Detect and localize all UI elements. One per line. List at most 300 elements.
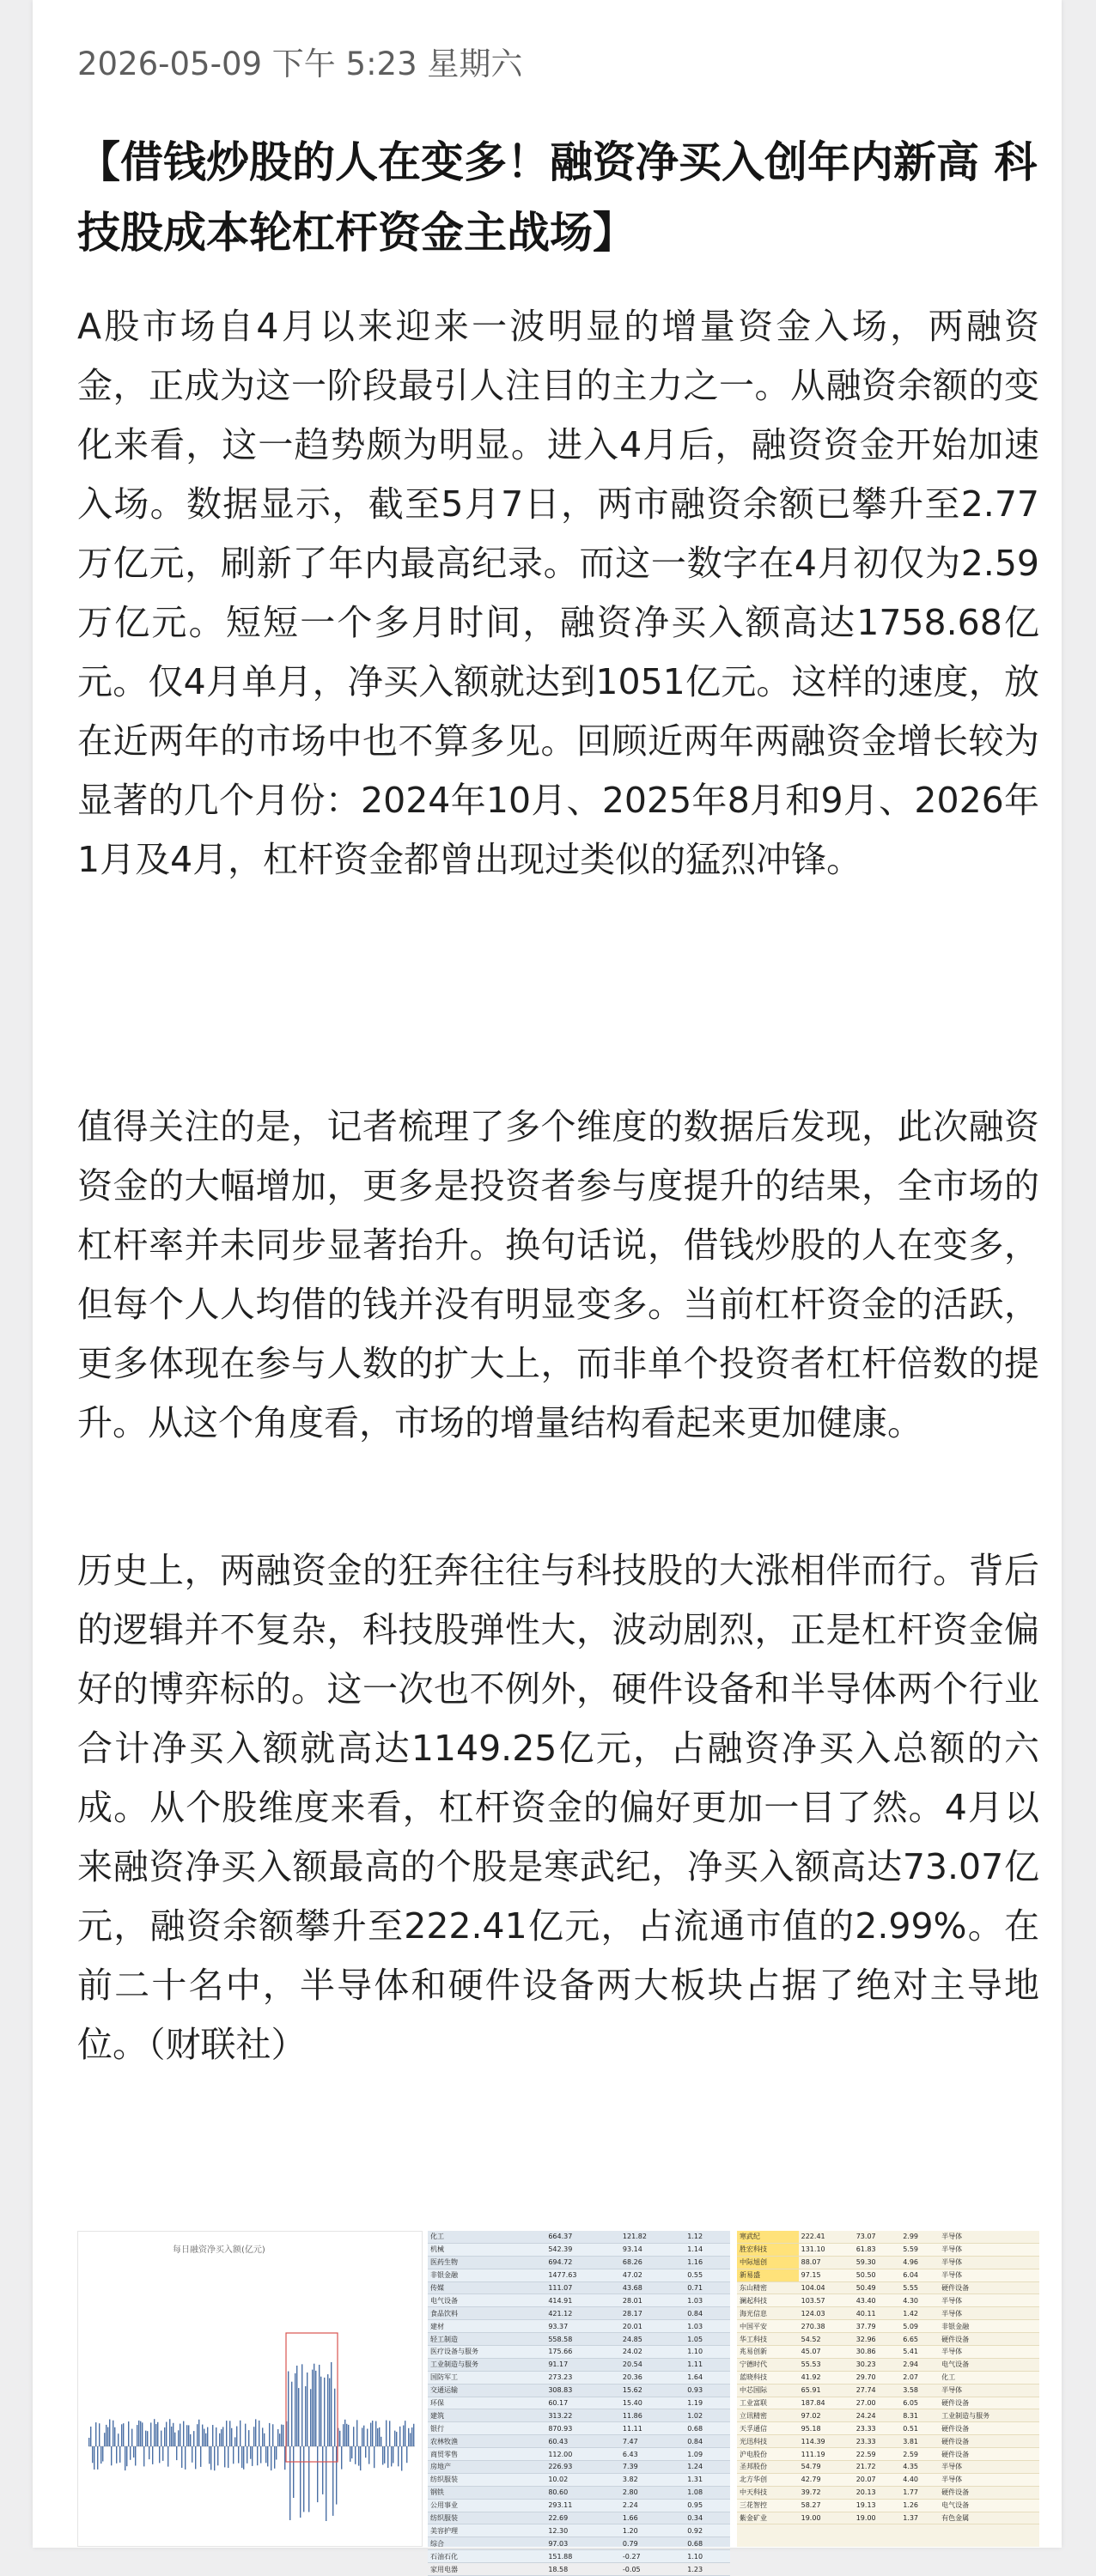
stock-table-cell: 27.00 <box>854 2397 900 2409</box>
industry-table-cell: 电气设备 <box>428 2294 545 2307</box>
industry-table-row <box>428 2397 730 2409</box>
industry-table-cell: 工业制造与服务 <box>428 2358 545 2371</box>
chart-bar <box>102 2446 103 2462</box>
stock-table-cell: 北方华创 <box>737 2473 799 2486</box>
stock-table-row <box>737 2281 1039 2294</box>
industry-table-row <box>428 2409 730 2422</box>
image-grid <box>77 2231 1039 2573</box>
stock-table-cell: 0.51 <box>900 2422 939 2435</box>
image-stock-table[interactable] <box>737 2231 1039 2547</box>
stock-table-cell: 半导体 <box>939 2461 1039 2474</box>
industry-table-cell: 121.82 <box>620 2231 685 2243</box>
industry-table-cell: 43.68 <box>620 2281 685 2294</box>
industry-table-cell: 建筑 <box>428 2409 545 2422</box>
chart-bar <box>291 2382 292 2446</box>
industry-table-cell: 美容护理 <box>428 2524 545 2537</box>
stock-table-cell: 58.27 <box>799 2499 854 2512</box>
industry-table-cell: 93.37 <box>545 2320 620 2333</box>
industry-table-cell: 111.07 <box>545 2281 620 2294</box>
chart-bar <box>284 2446 285 2470</box>
stock-table-cell: 6.05 <box>900 2397 939 2409</box>
chart-bar <box>370 2423 371 2447</box>
chart-bar <box>142 2422 143 2446</box>
stock-table-cell: 20.07 <box>854 2473 900 2486</box>
industry-table-row <box>428 2499 730 2512</box>
industry-table-cell: 1.14 <box>685 2243 730 2256</box>
stock-table-cell: 104.04 <box>799 2281 854 2294</box>
industry-table-cell: 151.88 <box>545 2550 620 2563</box>
stock-table-row <box>737 2346 1039 2359</box>
industry-table-cell: 纺织服装 <box>428 2473 545 2486</box>
chart-bar <box>391 2446 392 2466</box>
stock-table-cell: 6.65 <box>900 2333 939 2346</box>
industry-table-row <box>428 2281 730 2294</box>
post-card <box>33 0 1062 2573</box>
industry-table-cell: 7.47 <box>620 2435 685 2448</box>
stock-table-cell: 2.07 <box>900 2371 939 2384</box>
industry-table-cell: 20.01 <box>620 2320 685 2333</box>
industry-table-cell: 6.43 <box>620 2448 685 2461</box>
industry-table-cell: 综合 <box>428 2537 545 2550</box>
stock-table-cell: 30.23 <box>854 2358 900 2371</box>
stock-table-cell: 23.33 <box>854 2422 900 2435</box>
industry-table-cell: 0.68 <box>685 2422 730 2435</box>
industry-table-row <box>428 2473 730 2486</box>
chart-bar <box>166 2422 167 2447</box>
industry-table-cell: -0.05 <box>620 2563 685 2576</box>
industry-table-cell: 60.43 <box>545 2435 620 2448</box>
chart-bar <box>195 2446 196 2469</box>
industry-table-cell: 建材 <box>428 2320 545 2333</box>
stock-table-row <box>737 2473 1039 2486</box>
chart-bar <box>298 2388 299 2446</box>
chart-bar <box>360 2446 361 2470</box>
stock-table-cell: 21.72 <box>854 2461 900 2474</box>
chart-bar <box>100 2446 101 2464</box>
industry-table-row <box>428 2422 730 2435</box>
chart-bar <box>126 2446 127 2466</box>
industry-table-cell: 1.31 <box>685 2473 730 2486</box>
chart-bar <box>327 2374 328 2446</box>
industry-table-cell: 公用事业 <box>428 2499 545 2512</box>
industry-table-cell: 机械 <box>428 2243 545 2256</box>
stock-table-cell: 65.91 <box>799 2384 854 2397</box>
industry-table-cell: 226.93 <box>545 2461 620 2474</box>
chart-bar <box>207 2427 208 2446</box>
stock-table-cell: 8.31 <box>900 2409 939 2422</box>
chart-bar <box>109 2420 110 2447</box>
stock-table-cell: 114.39 <box>799 2435 854 2448</box>
chart-bar <box>197 2424 198 2446</box>
industry-table-row <box>428 2537 730 2550</box>
stock-table-cell: 40.11 <box>854 2307 900 2320</box>
stock-table-cell: 5.09 <box>900 2320 939 2333</box>
chart-bar <box>123 2423 124 2446</box>
industry-table-cell: 商贸零售 <box>428 2448 545 2461</box>
industry-table-row <box>428 2333 730 2346</box>
industry-table-cell: 694.72 <box>545 2256 620 2269</box>
industry-table-cell: 3.82 <box>620 2473 685 2486</box>
industry-table-row <box>428 2524 730 2537</box>
chart-bar <box>209 2446 210 2464</box>
chart-bar <box>372 2421 373 2446</box>
stock-table-cell: 42.79 <box>799 2473 854 2486</box>
stock-table-row <box>737 2422 1039 2435</box>
chart-bar <box>157 2422 158 2446</box>
industry-table-cell: 20.54 <box>620 2358 685 2371</box>
stock-table-row <box>737 2448 1039 2461</box>
stock-table-cell: 沪电股份 <box>737 2448 799 2461</box>
industry-table-cell: 273.23 <box>545 2371 620 2384</box>
industry-table-cell: 2.80 <box>620 2486 685 2499</box>
industry-table-row <box>428 2294 730 2307</box>
stock-table-cell: 20.13 <box>854 2486 900 2499</box>
chart-bar <box>401 2446 402 2471</box>
industry-table-row <box>428 2371 730 2384</box>
stock-table-cell: 222.41 <box>799 2231 854 2243</box>
stock-table-row <box>737 2307 1039 2320</box>
industry-table-cell: 308.83 <box>545 2384 620 2397</box>
chart-bar <box>317 2446 318 2502</box>
chart-bar <box>379 2427 380 2446</box>
stock-table-cell: 澜起科技 <box>737 2294 799 2307</box>
chart-bar <box>95 2422 96 2446</box>
chart-bar <box>277 2429 278 2446</box>
chart-bar <box>324 2378 325 2446</box>
chart-bar <box>332 2446 333 2516</box>
chart-bar <box>145 2431 146 2446</box>
chart-bar <box>267 2446 268 2466</box>
chart-bar <box>169 2419 170 2446</box>
industry-table-cell: 313.22 <box>545 2409 620 2422</box>
chart-bar <box>279 2433 280 2446</box>
chart-bar <box>272 2424 273 2446</box>
chart-bar <box>403 2426 404 2447</box>
industry-table-cell: 47.02 <box>620 2269 685 2281</box>
industry-table-row <box>428 2256 730 2269</box>
chart-bar <box>329 2379 330 2446</box>
chart-bar <box>150 2422 151 2446</box>
chart-bar <box>233 2446 234 2464</box>
industry-table-cell: 农林牧渔 <box>428 2435 545 2448</box>
chart-bar <box>308 2446 309 2512</box>
industry-table-cell: 1.66 <box>620 2512 685 2524</box>
chart-bar <box>346 2424 347 2446</box>
industry-table-cell: 1.20 <box>620 2524 685 2537</box>
stock-table-row <box>737 2486 1039 2499</box>
industry-table-cell: 24.85 <box>620 2333 685 2346</box>
stock-table-row <box>737 2320 1039 2333</box>
industry-table-cell: 石油石化 <box>428 2550 545 2563</box>
industry-table-cell: 传媒 <box>428 2281 545 2294</box>
stock-table-cell: 50.49 <box>854 2281 900 2294</box>
stock-table-cell: 88.07 <box>799 2256 854 2269</box>
chart-bar <box>386 2421 387 2446</box>
stock-table-cell: 24.24 <box>854 2409 900 2422</box>
industry-table-cell: 0.84 <box>685 2435 730 2448</box>
stock-table-cell: 硬件设备 <box>939 2333 1039 2346</box>
industry-table-cell: 房地产 <box>428 2461 545 2474</box>
chart-bar <box>138 2421 139 2446</box>
industry-table-cell: 0.34 <box>685 2512 730 2524</box>
stock-table-row <box>737 2435 1039 2448</box>
industry-table-row <box>428 2320 730 2333</box>
stock-table-cell: 中际旭创 <box>737 2256 799 2269</box>
industry-table-cell: 558.58 <box>545 2333 620 2346</box>
industry-table-cell: 1477.63 <box>545 2269 620 2281</box>
stock-table-cell: 非银金融 <box>939 2320 1039 2333</box>
industry-table-cell: 1.16 <box>685 2256 730 2269</box>
chart-bar <box>111 2446 112 2465</box>
stock-table-cell: 54.52 <box>799 2333 854 2346</box>
industry-table-row <box>428 2512 730 2524</box>
industry-table-row <box>428 2550 730 2563</box>
chart-bar <box>200 2446 201 2467</box>
chart-bar <box>274 2446 275 2469</box>
chart-bar <box>121 2424 122 2446</box>
industry-table-cell: 421.12 <box>545 2307 620 2320</box>
chart-bar <box>231 2428 232 2446</box>
chart-bar <box>334 2389 335 2446</box>
industry-table-row <box>428 2563 730 2576</box>
industry-table-row <box>428 2307 730 2320</box>
stock-table-row <box>737 2333 1039 2346</box>
stock-table-cell: 187.84 <box>799 2397 854 2409</box>
stock-table-cell: 硬件设备 <box>939 2435 1039 2448</box>
chart-bar <box>202 2425 203 2446</box>
stock-table-cell: 2.94 <box>900 2358 939 2371</box>
stock-table-cell: 电气设备 <box>939 2358 1039 2371</box>
industry-table-cell: 钢铁 <box>428 2486 545 2499</box>
chart-bar <box>214 2446 215 2470</box>
chart-bar <box>226 2421 227 2446</box>
industry-table-cell: 1.23 <box>685 2563 730 2576</box>
chart-bar <box>348 2425 349 2446</box>
chart-bar <box>186 2425 187 2446</box>
chart-bar <box>358 2446 359 2466</box>
chart-bar <box>212 2425 213 2446</box>
chart-bar <box>389 2421 390 2446</box>
chart-bar <box>356 2420 357 2446</box>
industry-table-cell: 0.68 <box>685 2537 730 2550</box>
stock-table-cell: 3.81 <box>900 2435 939 2448</box>
stock-table-cell: 半导体 <box>939 2231 1039 2243</box>
industry-table-row <box>428 2231 730 2243</box>
stock-table-cell: 5.41 <box>900 2346 939 2359</box>
stock-table-cell: 寒武纪 <box>737 2231 799 2243</box>
stock-table-cell: 硬件设备 <box>939 2397 1039 2409</box>
chart-bar <box>221 2429 222 2446</box>
industry-table-cell: 18.58 <box>545 2563 620 2576</box>
stock-table-row <box>737 2231 1039 2243</box>
chart-bar <box>394 2431 395 2446</box>
article-paragraph-2: 值得关注的是，记者梳理了多个维度的数据后发现，此次融资资金的大幅增加，更多是投资者参与度提升的结果，全市场的杠杆率并未同步显著抬升。换句话说，借钱炒股的人在变多，但每个人人均借的钱并没有明显变多。当前杠杆资金的活跃，更多体现在参与人数的扩大上，而非单个投资者杠杆倍数的提升。从这个角度看，市场的增量结构看起来更加健康。 <box>77 1106 1039 1443</box>
chart-bar <box>119 2446 120 2463</box>
stock-table-cell: 4.30 <box>900 2294 939 2307</box>
chart-bar <box>269 2423 270 2446</box>
stock-table-cell: 103.57 <box>799 2294 854 2307</box>
industry-table-cell: 2.24 <box>620 2499 685 2512</box>
chart-bar <box>210 2446 211 2470</box>
industry-table-row <box>428 2269 730 2281</box>
chart-bar <box>188 2425 189 2446</box>
chart-bar <box>193 2431 194 2446</box>
industry-table-cell: 家用电器 <box>428 2563 545 2576</box>
stock-table-cell: 54.79 <box>799 2461 854 2474</box>
chart-bar <box>90 2427 91 2446</box>
chart-bar <box>131 2429 132 2446</box>
stock-table-cell: 27.74 <box>854 2384 900 2397</box>
stock-table-cell: 半导体 <box>939 2473 1039 2486</box>
stock-table-cell: 32.96 <box>854 2333 900 2346</box>
stock-table-cell: 半导体 <box>939 2269 1039 2281</box>
stock-table-cell: 半导体 <box>939 2243 1039 2256</box>
stock-table-cell: 工业制造与服务 <box>939 2409 1039 2422</box>
chart-bar <box>238 2446 239 2464</box>
chart-bar <box>343 2424 344 2446</box>
chart-bar <box>106 2425 107 2446</box>
chart-bar <box>281 2425 282 2447</box>
industry-table-cell: 银行 <box>428 2422 545 2435</box>
chart-bar <box>255 2419 256 2446</box>
stock-table-cell: 1.26 <box>900 2499 939 2512</box>
stock-table-cell: 三花智控 <box>737 2499 799 2512</box>
stock-table-cell: 22.59 <box>854 2448 900 2461</box>
industry-table-cell: 870.93 <box>545 2422 620 2435</box>
industry-table-cell: 非银金融 <box>428 2269 545 2281</box>
industry-table-cell: 20.36 <box>620 2371 685 2384</box>
chart-bar <box>257 2446 258 2465</box>
stock-table-cell: 半导体 <box>939 2256 1039 2269</box>
chart-bar <box>319 2365 320 2446</box>
chart-bar <box>289 2446 290 2520</box>
stock-table-row <box>737 2256 1039 2269</box>
image-industry-table[interactable] <box>428 2231 730 2573</box>
industry-table-cell: 0.79 <box>620 2537 685 2550</box>
stock-table-cell: 硬件设备 <box>939 2448 1039 2461</box>
stock-table-cell: 硬件设备 <box>939 2486 1039 2499</box>
chart-bar <box>399 2427 400 2446</box>
stock-table-cell: 天孚通信 <box>737 2422 799 2435</box>
stock-table-cell: 1.77 <box>900 2486 939 2499</box>
industry-table-row <box>428 2358 730 2371</box>
chart-bar <box>411 2427 412 2446</box>
chart-bar <box>219 2433 220 2446</box>
article-paragraph-1: A股市场自4月以来迎来一波明显的增量资金入场，两融资金，正成为这一阶段最引人注目的主力之一。从融资余额的变化来看，这一趋势颇为明显。进入4月后，融资资金开始加速入场。数据显示，截至5月7日，两市融资余额已攀升至2.77万亿元，刷新了年内最高纪录。而这一数字在4月初仅为2.59万亿元。短短一个多月时间，融资净买入额高达1758.68亿元。仅4月单月，净买入额就达到1051亿元。这样的速度，放在近两年的市场中也不算多见。回顾近两年两融资金增长较为显著的几个月份：2024年10月、2025年8月和9月、2026年1月及4月，杠杆资金都曾出现过类似的猛烈冲锋。 <box>77 306 1039 880</box>
industry-table-row <box>428 2243 730 2256</box>
chart-bar <box>118 2433 119 2446</box>
chart-bar <box>116 2446 117 2464</box>
chart-bar <box>262 2427 263 2446</box>
chart-bar <box>143 2446 144 2466</box>
stock-table-row <box>737 2384 1039 2397</box>
stock-table-row <box>737 2243 1039 2256</box>
stock-table-cell: 紫金矿业 <box>737 2512 799 2524</box>
stock-table-cell: 97.15 <box>799 2269 854 2281</box>
stock-table-cell: 6.04 <box>900 2269 939 2281</box>
industry-table-cell: 医药生物 <box>428 2256 545 2269</box>
industry-table-cell: 22.69 <box>545 2512 620 2524</box>
stock-table-cell: 硬件设备 <box>939 2281 1039 2294</box>
stock-table-cell: 97.02 <box>799 2409 854 2422</box>
chart-bar <box>236 2427 237 2447</box>
stock-table-cell: 19.00 <box>799 2512 854 2524</box>
industry-table-cell: 93.14 <box>620 2243 685 2256</box>
stock-table-cell: 2.59 <box>900 2448 939 2461</box>
chart-bar <box>300 2446 301 2518</box>
industry-table-cell: 轻工制造 <box>428 2333 545 2346</box>
chart-bar <box>229 2421 230 2446</box>
chart-bar <box>128 2421 129 2446</box>
stock-table-cell: 95.18 <box>799 2422 854 2435</box>
chart-bar <box>185 2446 186 2470</box>
chart-bar <box>104 2433 105 2446</box>
stock-table-cell: 工业富联 <box>737 2397 799 2409</box>
chart-bar <box>265 2446 266 2463</box>
stock-table-cell: 圣邦股份 <box>737 2461 799 2474</box>
chart-bar <box>363 2426 364 2446</box>
stock-table-cell: 23.33 <box>854 2435 900 2448</box>
chart-bar <box>293 2446 294 2498</box>
stock-table-cell: 4.35 <box>900 2461 939 2474</box>
industry-table-cell: 1.12 <box>685 2231 730 2243</box>
post-timestamp: 2026-05-09 下午 5:23 星期六 <box>77 46 523 82</box>
industry-table-row <box>428 2346 730 2359</box>
industry-table-cell: 0.95 <box>685 2499 730 2512</box>
image-chart-thumbnail[interactable] <box>77 2231 423 2547</box>
stock-table-row <box>737 2371 1039 2384</box>
stock-table-cell: 立讯精密 <box>737 2409 799 2422</box>
chart-bar <box>164 2427 165 2446</box>
chart-bar <box>288 2372 289 2447</box>
chart-bar <box>312 2370 313 2446</box>
industry-table-cell: 1.64 <box>685 2371 730 2384</box>
stock-table-cell: 19.13 <box>854 2499 900 2512</box>
industry-table-cell: 664.37 <box>545 2231 620 2243</box>
stock-table-cell: 5.59 <box>900 2243 939 2256</box>
industry-table-row <box>428 2435 730 2448</box>
chart-bar <box>167 2446 168 2467</box>
industry-table-cell: 60.17 <box>545 2397 620 2409</box>
chart-bar <box>222 2427 223 2446</box>
chart-bar <box>276 2446 277 2460</box>
stock-table-cell: 电气设备 <box>939 2499 1039 2512</box>
stock-table-row <box>737 2397 1039 2409</box>
stock-table-cell: 华工科技 <box>737 2333 799 2346</box>
stock-table-cell: 29.70 <box>854 2371 900 2384</box>
industry-table-cell: 68.26 <box>620 2256 685 2269</box>
chart-bar <box>413 2424 414 2446</box>
industry-table-cell: 1.05 <box>685 2333 730 2346</box>
chart-bar <box>252 2446 253 2466</box>
stock-table-row <box>737 2269 1039 2281</box>
industry-table-cell: 1.09 <box>685 2448 730 2461</box>
stock-table-cell: 2.99 <box>900 2231 939 2243</box>
industry-table-cell: 1.02 <box>685 2409 730 2422</box>
chart-bar <box>260 2446 261 2464</box>
stock-table-cell: 111.19 <box>799 2448 854 2461</box>
chart-bar <box>190 2434 191 2446</box>
industry-table-cell: 1.10 <box>685 2550 730 2563</box>
industry-table-cell: 0.55 <box>685 2269 730 2281</box>
stock-table-cell: 4.96 <box>900 2256 939 2269</box>
industry-table-row <box>428 2461 730 2474</box>
chart-bar <box>88 2438 89 2446</box>
stock-table-cell: 59.30 <box>854 2256 900 2269</box>
chart-bar <box>241 2446 242 2468</box>
chart-bar <box>135 2446 136 2466</box>
industry-table-cell: 1.19 <box>685 2397 730 2409</box>
